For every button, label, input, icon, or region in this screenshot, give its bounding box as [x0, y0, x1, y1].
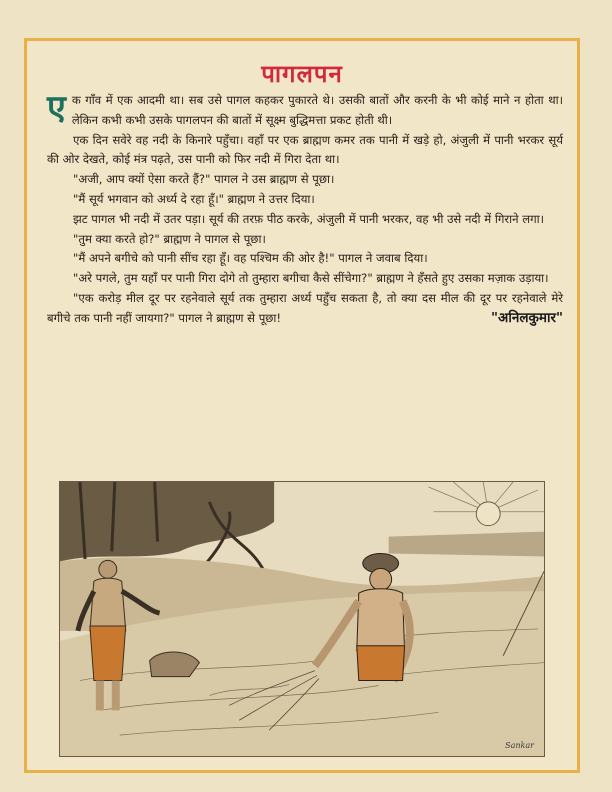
illustrator-signature: Sankar [505, 741, 534, 750]
paragraph-8: "अरे पगले, तुम यहाँ पर पानी गिरा दोगे तो तुम्हारा बगीचा कैसे सींचेगा?" ब्राह्मण ने हँसते हुए उसका मज़ाक उड़ाया। [73, 271, 549, 286]
story-frame [24, 38, 580, 773]
clothes-pile [150, 652, 200, 677]
story-illustration [59, 481, 545, 757]
paragraph-1-text: क गाँव में एक आदमी था। सब उसे पागल कहकर पुकारते थे। उसकी बातों और करनी के भी कोई माने न होता था। लेकिन कभी कभी उसके पागलपन की बातों में सूक्ष्म बुद्धिमत्ता प्रकट होती थी। [71, 93, 563, 127]
sun-icon [476, 502, 500, 526]
paragraph-9 [47, 289, 563, 329]
author-name: "अनिलकुमार" [491, 309, 563, 326]
page-title: पागलपन [261, 60, 343, 88]
paragraph-3: "अजी, आप क्यों ऐसा करते हैं?" पागल ने उस ब्राह्मण से पूछा। [73, 172, 335, 187]
paragraph-2: एक दिन सवेरे वह नदी के किनारे पहुँचा। वहाँ पर एक ब्राह्मण कमर तक पानी में खड़े हो, अंजुली में पानी भरकर सूर्य की ओर देखते, कोई मंत्र पढ़ते, उस पानी को फिर नदी में गिरा देता था। [47, 132, 563, 167]
illustration-drawing [60, 482, 544, 756]
paragraph-7: "मैं अपने बगीचे को पानी सींच रहा हूँ। वह पश्चिम की ओर है!" पागल ने जवाब दिया। [73, 251, 428, 266]
paragraph-6: "तुम क्या करते हो?" ब्राह्मण ने पागल से पूछा। [73, 231, 266, 246]
paragraph-1 [47, 88, 563, 131]
paragraph-9-text: "एक करोड़ मील दूर पर रहनेवाले सूर्य तक तुम्हारा अर्ध्य पहुँच सकता है, तो क्या दस मील की दूर पर रहनेवाले मेरे बगीचे तक पानी नहीं जायगा?" पागल ने ब्राह्मण से पूछा! [47, 290, 563, 325]
drop-cap: ए [47, 88, 66, 128]
paragraph-5: झट पागल भी नदी में उतर पड़ा। सूर्य की तरफ़ पीठ करके, अंजुली में पानी भरकर, वह भी उसे नदी में गिराने लगा। [73, 211, 545, 226]
story-text [47, 88, 563, 329]
paragraph-4: "मैं सूर्य भगवान को अर्ध्य दे रहा हूँ।" ब्राह्मण ने उत्तर दिया। [73, 191, 315, 206]
